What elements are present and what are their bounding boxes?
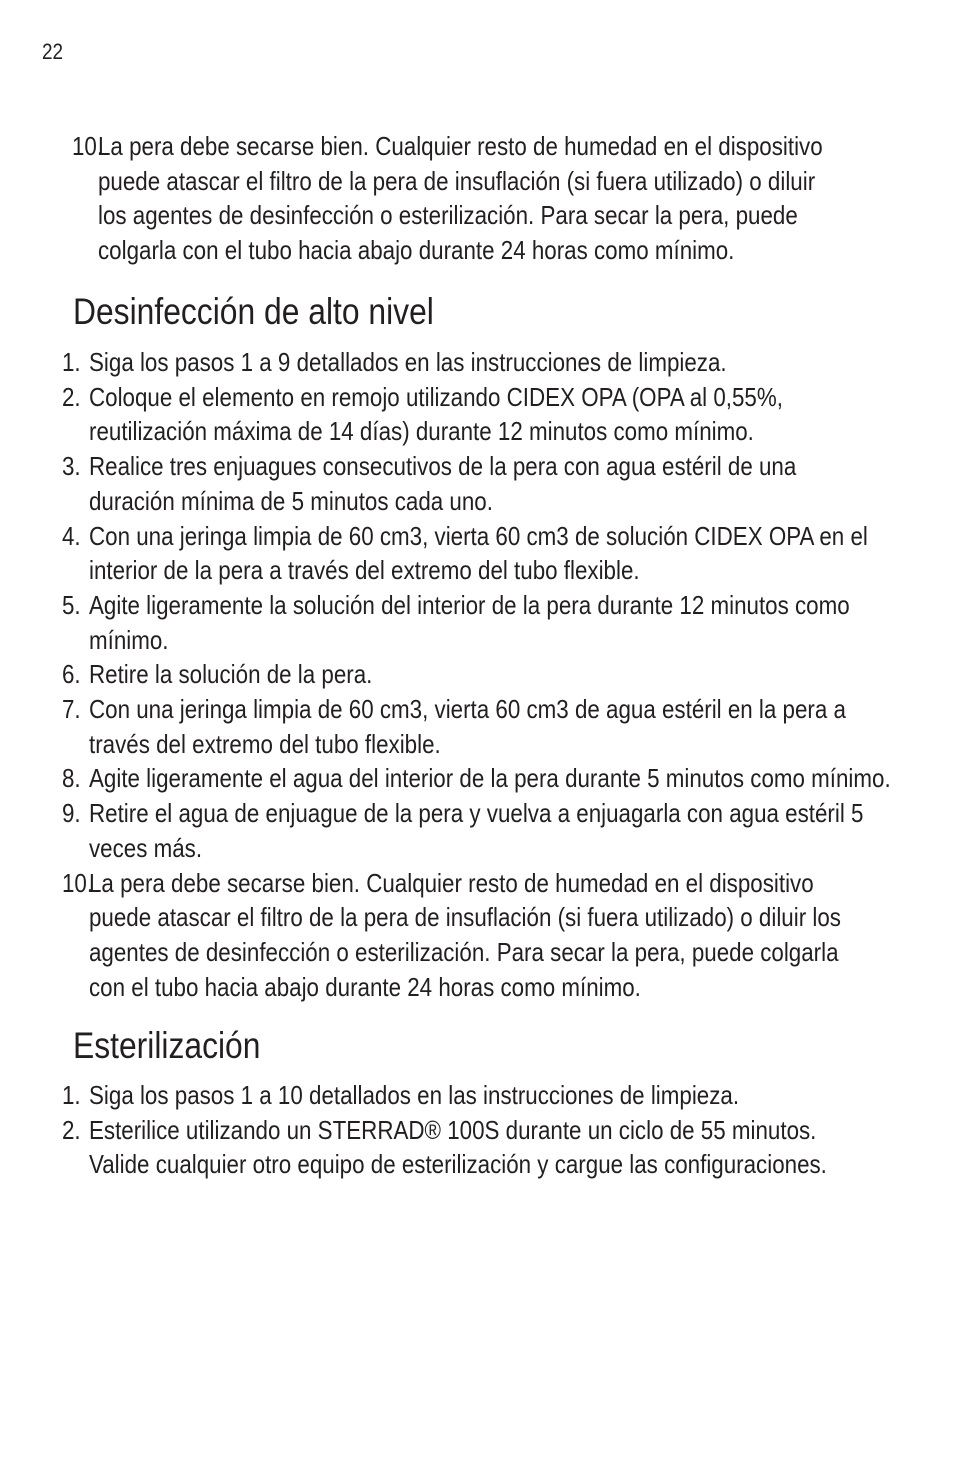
text-line: Con una jeringa limpia de 60 cm3, vierta 60 cm3 de agua estéril en la pera a xyxy=(88,694,846,725)
list-item-text xyxy=(62,692,846,761)
list-item xyxy=(62,449,829,518)
list-item-text xyxy=(62,1078,829,1113)
disinfection-list xyxy=(0,345,954,1004)
text-line: colgarla con el tubo hacia abajo durante 24 horas como mínimo. xyxy=(97,235,735,266)
list-item-text xyxy=(62,657,829,692)
list-item xyxy=(62,1078,829,1113)
list-item xyxy=(62,345,829,380)
list-item-number: 4. xyxy=(62,520,81,551)
text-line: Valide cualquier otro equipo de esterilización y cargue las configuraciones. xyxy=(88,1149,827,1180)
list-item-number: 8. xyxy=(62,763,81,794)
text-line: Esterilice utilizando un STERRAD® 100S durante un ciclo de 55 minutos. xyxy=(88,1114,817,1145)
text-line: los agentes de desinfección o esterilización. Para secar la pera, puede xyxy=(97,200,798,231)
list-item xyxy=(62,588,850,657)
list-item-number: 2. xyxy=(62,381,81,412)
list-item-text xyxy=(72,129,831,268)
list-item-number: 2. xyxy=(62,1114,81,1145)
list-item xyxy=(62,1113,829,1182)
text-line: La pera debe secarse bien. Cualquier resto de humedad en el dispositivo xyxy=(97,131,823,161)
list-item xyxy=(62,796,864,865)
section-title-disinfection: Desinfección de alto nivel xyxy=(73,291,434,332)
intro-list xyxy=(0,129,954,268)
list-item-text xyxy=(62,1113,829,1182)
section-title-sterilization: Esterilización xyxy=(73,1025,261,1066)
list-item-text xyxy=(62,345,829,380)
text-line: Retire la solución de la pera. xyxy=(88,659,373,690)
list-item-number: 6. xyxy=(62,659,81,690)
list-item-number: 10. xyxy=(62,867,94,898)
list-item xyxy=(62,761,891,796)
text-line: Realice tres enjuagues consecutivos de la pera con agua estéril de una xyxy=(88,451,797,482)
list-item-number: 5. xyxy=(62,589,81,620)
list-item-text xyxy=(62,380,829,449)
text-line: Agite ligeramente la solución del interior de la pera durante 12 minutos como xyxy=(88,589,850,620)
page-number: 22 xyxy=(42,39,64,64)
text-line: interior de la pera a través del extremo del tubo flexible. xyxy=(88,555,640,586)
list-item-text xyxy=(62,866,841,1005)
list-item xyxy=(62,519,868,588)
text-line: Siga los pasos 1 a 10 detallados en las instrucciones de limpieza. xyxy=(88,1080,740,1110)
text-line: veces más. xyxy=(88,832,203,863)
list-item-text xyxy=(62,519,868,588)
text-line: La pera debe secarse bien. Cualquier resto de humedad en el dispositivo xyxy=(88,867,814,898)
sterilization-list xyxy=(0,1078,954,1182)
text-line: Con una jeringa limpia de 60 cm3, vierta 60 cm3 de solución CIDEX OPA en el xyxy=(88,520,868,551)
list-item-text xyxy=(62,761,891,796)
list-item xyxy=(72,129,831,268)
text-line: través del extremo del tubo flexible. xyxy=(88,728,441,759)
text-line: con el tubo hacia abajo durante 24 horas como mínimo. xyxy=(88,971,641,1002)
text-line: Coloque el elemento en remojo utilizando CIDEX OPA (OPA al 0,55%, xyxy=(88,381,783,412)
text-line: puede atascar el filtro de la pera de insuflación (si fuera utilizado) o diluir los xyxy=(88,902,841,933)
text-line: agentes de desinfección o esterilización. Para secar la pera, puede colgarla xyxy=(88,936,839,967)
list-item xyxy=(62,866,841,1005)
list-item-text xyxy=(62,796,864,865)
text-line: Retire el agua de enjuague de la pera y vuelva a enjuagarla con agua estéril 5 xyxy=(88,798,864,829)
text-line: reutilización máxima de 14 días) durante 12 minutos como mínimo. xyxy=(88,416,754,447)
list-item-text xyxy=(62,449,829,518)
list-item-number: 9. xyxy=(62,798,81,829)
list-item-number: 7. xyxy=(62,694,81,725)
text-line: puede atascar el filtro de la pera de insuflación (si fuera utilizado) o diluir xyxy=(97,165,816,196)
text-line: duración mínima de 5 minutos cada uno. xyxy=(88,485,493,516)
list-item xyxy=(62,657,829,692)
list-item xyxy=(62,380,829,449)
list-item-number: 3. xyxy=(62,451,81,482)
text-line: Agite ligeramente el agua del interior de la pera durante 5 minutos como mínimo. xyxy=(88,763,891,794)
list-item-number: 1. xyxy=(62,347,81,377)
list-item-number: 1. xyxy=(62,1080,81,1110)
text-line: mínimo. xyxy=(88,624,169,655)
text-line: Siga los pasos 1 a 9 detallados en las instrucciones de limpieza. xyxy=(88,347,727,377)
list-item-number: 10. xyxy=(72,131,104,161)
list-item-text xyxy=(62,588,850,657)
list-item xyxy=(62,692,846,761)
